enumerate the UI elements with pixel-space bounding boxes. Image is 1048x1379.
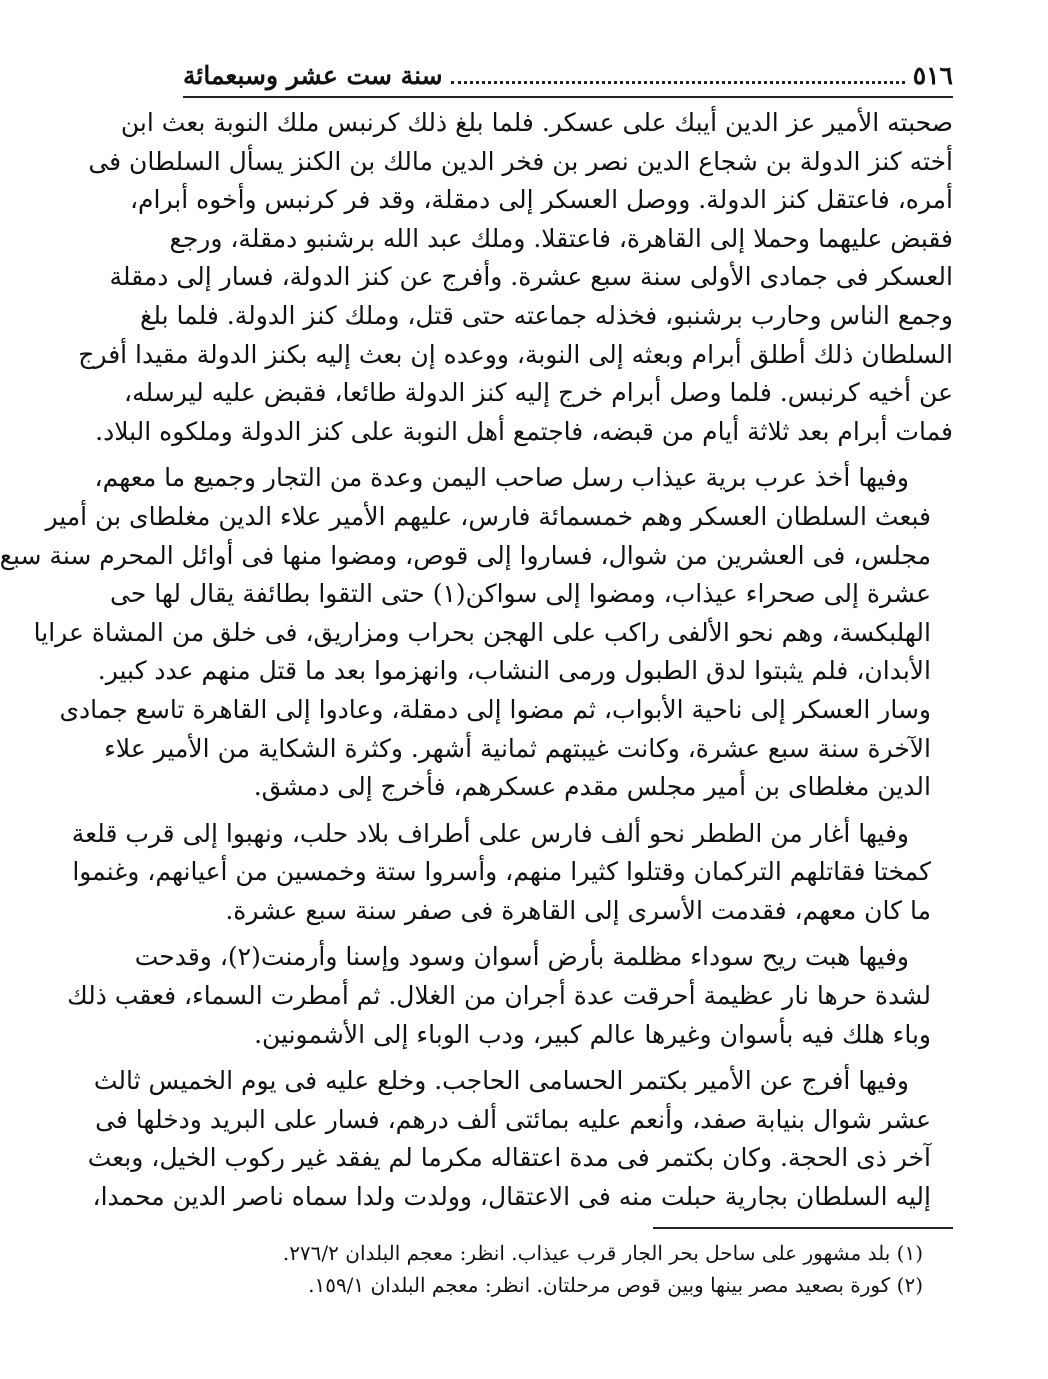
text-line: عن أخيه كرنبس. فلما وصل أبرام خرج إليه كنز الدولة طائعا، فقبض عليه ليرسله، — [124, 378, 953, 408]
text-line: وسار العسكر إلى ناحية الأبواب، ثم مضوا إلى دمقلة، وعادوا إلى القاهرة تاسع جمادى — [59, 694, 931, 724]
text-line: الأبدان، فلم يثبتوا لدق الطبول ورمى النشاب، وانهزموا بعد ما قتل منهم عدد كبير. — [97, 656, 931, 686]
footnote: (٢) كورة بصعيد مصر بينها وبين قوص مرحلتان. انظر: معجم البلدان ١٥٩/١. — [308, 1272, 923, 1297]
page-number: ٥١٦ — [912, 60, 953, 90]
paragraph — [87, 1062, 953, 1216]
text-line: كمختا فقاتلهم التركمان وقتلوا كثيرا منهم، وأسروا ستة وخمسين من أعيانهم، وغنموا — [72, 857, 931, 887]
text-line: وفيها أغار من الططر نحو ألف فارس على أطراف بلاد حلب، ونهبوا إلى قرب قلعة — [71, 818, 909, 848]
text-line: آخر ذى الحجة. وكان بكتمر فى مدة اعتقاله مكرما لم يفقد غير ركوب الخيل، وبعث — [87, 1143, 931, 1173]
main-text — [0, 104, 953, 1217]
text-line: وفيها هبت ريح سوداء مظلمة بأرض أسوان وسود وإسنا وأرمنت(٢)، وقدحت — [134, 942, 909, 972]
text-line: وفيها أخذ عرب برية عيذاب رسل صاحب اليمن وعدة من التجار وجميع ما معهم، — [94, 463, 909, 493]
text-line: الآخرة سنة سبع عشرة، وكانت غيبتهم ثمانية أشهر. وكثرة الشكاية من الأمير علاء — [104, 733, 931, 763]
text-line: عشرة إلى صحراء عيذاب، ومضوا إلى سواكن(١) حتى التقوا بطائفة يقال لها حى — [110, 579, 931, 609]
text-line: إليه السلطان بجارية حبلت منه فى الاعتقال، وولدت ولدا سماه ناصر الدين محمدا، — [92, 1182, 931, 1212]
running-title: سنة ست عشر وسبعمائة — [183, 60, 443, 90]
text-line: العسكر فى جمادى الأولى سنة سبع عشرة. وأفرج عن كنز الدولة، فسار إلى دمقلة — [109, 262, 953, 292]
footnote: (١) بلد مشهور على ساحل بحر الجار قرب عيذاب. انظر: معجم البلدان ٢٧٦/٢. — [282, 1240, 923, 1265]
page-header — [183, 54, 953, 98]
text-line: الدين مغلطاى بن أمير مجلس مقدم عسكرهم، فأخرج إلى دمشق. — [253, 772, 931, 802]
paragraph — [67, 938, 953, 1054]
text-line: أمره، فاعتقل كنز الدولة. ووصل العسكر إلى دمقلة، وقد فر كرنبس وأخوه أبرام، — [129, 185, 953, 215]
text-line: صحبته الأمير عز الدين أيبك على عسكر. فلما بلغ ذلك كرنبس ملك النوبة بعث ابن — [120, 108, 953, 137]
text-line: الهلبكسة، وهم نحو الألفى راكب على الهجن بحراب ومزاريق، فى خلق من المشاة عرايا — [33, 617, 931, 647]
paragraph — [0, 459, 953, 806]
text-line: لشدة حرها نار عظيمة أحرقت عدة أجران من الغلال. ثم أمطرت السماء، فعقب ذلك — [67, 981, 931, 1011]
text-line: فقبض عليهما وحملا إلى القاهرة، فاعتقلا. وملك عبد الله برشنبو دمقلة، ورجع — [169, 223, 953, 253]
text-line: وفيها أفرج عن الأمير بكتمر الحسامى الحاجب. وخلع عليه فى يوم الخميس ثالث — [93, 1066, 909, 1096]
footnotes — [183, 1237, 953, 1301]
paragraph — [78, 104, 953, 451]
paragraph — [71, 815, 953, 931]
text-line: عشر شوال بنيابة صفد، وأنعم عليه بمائتى ألف درهم، فسار على البريد ودخلها فى — [95, 1104, 931, 1134]
text-line: مجلس، فى العشرين من شوال، فساروا إلى قوص، ومضوا منها فى أوائل المحرم سنة سبع — [0, 540, 931, 570]
text-line: السلطان ذلك أطلق أبرام وبعثه إلى النوبة، ووعده إن بعث إليه بكنز الدولة مقيدا أفرج — [78, 339, 953, 369]
footnote-separator — [653, 1227, 953, 1229]
header-dotted-leader — [451, 67, 905, 84]
text-line: وجمع الناس وحارب برشنبو، فخذله جماعته حتى قتل، وملك كنز الدولة. فلما بلغ — [140, 300, 953, 330]
text-line: وباء هلك فيه بأسوان وغيرها عالم كبير، ودب الوباء إلى الأشمونين. — [254, 1019, 931, 1049]
text-line: أخته كنز الدولة بن شجاع الدين نصر بن فخر الدين مالك بن الكنز يسأل السلطان فى — [88, 146, 953, 176]
text-line: فمات أبرام بعد ثلاثة أيام من قبضه، فاجتمع أهل النوبة على كنز الدولة وملكوه البلاد. — [95, 416, 953, 446]
text-line: فبعث السلطان العسكر وهم خمسمائة فارس، عليهم الأمير علاء الدين مغلطاى بن أمير — [45, 501, 931, 531]
text-line: ما كان معهم، فقدمت الأسرى إلى القاهرة فى صفر سنة سبع عشرة. — [225, 895, 931, 925]
book-page — [0, 54, 953, 1374]
